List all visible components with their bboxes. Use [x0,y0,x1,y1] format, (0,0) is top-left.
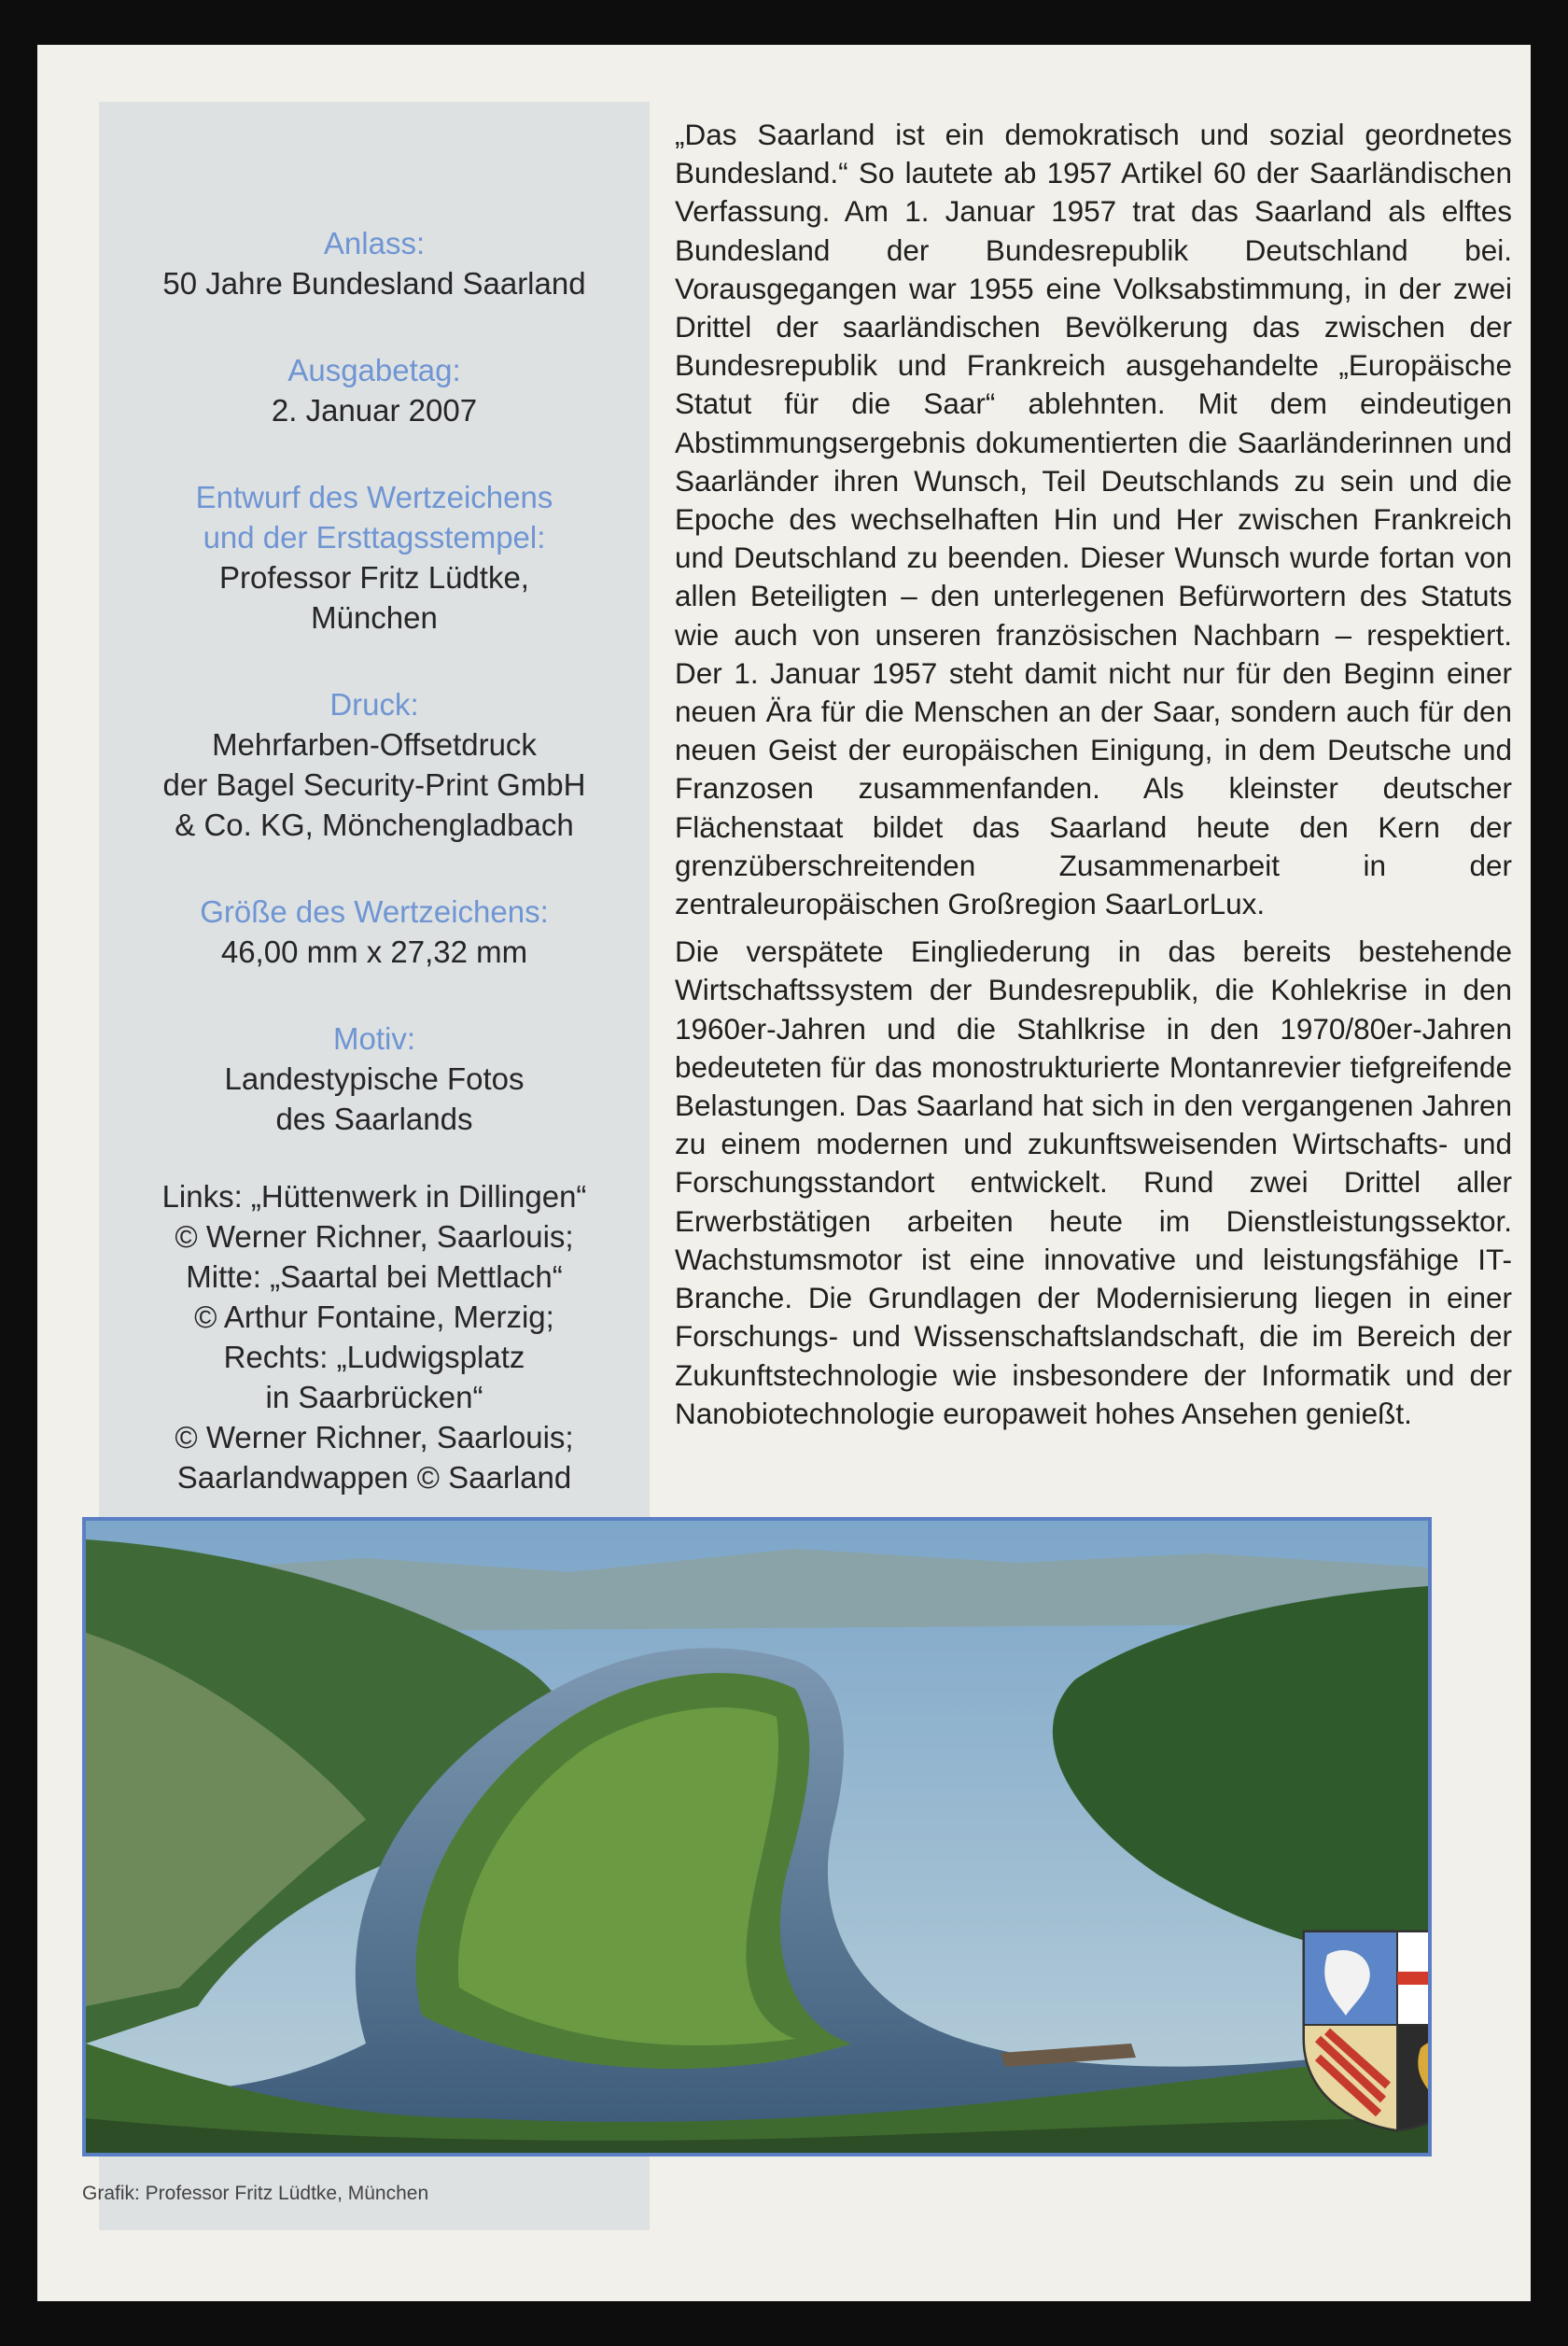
detail-stamp-size [99,892,650,972]
article-body [675,116,1512,1442]
detail-occasion [99,223,650,303]
coat-of-arms-icon [1299,1927,1432,2132]
detail-value: 2. Januar 2007 [271,393,478,428]
detail-value: der Bagel Security-Print GmbH [162,767,586,802]
detail-value: Professor Fritz Lüdtke, [219,560,529,595]
detail-printing [99,684,650,845]
detail-heading: Entwurf des Wertzeichens und der Ersttagsstempel: [195,480,553,555]
credit-line: Saarlandwappen © Saarland [176,1460,572,1495]
saarland-coat-of-arms [1299,1927,1432,2132]
detail-design [99,477,650,638]
detail-value: Mehrfarben-Offsetdruck [212,727,537,762]
detail-heading: Größe des Wertzeichens: [200,894,549,929]
credit-line: © Werner Richner, Saarlouis; [175,1420,574,1454]
credit-line: in Saarbrücken“ [265,1380,483,1414]
credit-line: Mitte: „Saartal bei Mettlach“ [186,1259,563,1294]
graphic-credit-caption: Grafik: Professor Fritz Lüdtke, München [82,2183,429,2204]
article-paragraph: „Das Saarland ist ein demokratisch und sozial geordnetes Bundesland.“ So lautete ab 1957 Artikel 60 der Saarländischen Verfassung. Am 1. Januar 1957 trat das Saarland als elftes Bundesland der Bundesrepublik Deutschland bei. Vorausgegangen war 1955 eine Volksabstimmung, in der zwei Drittel der saarländischen Bevölkerung das zwischen der Bundesrepublik und Frankreich ausgehandelte „Europäische Statut für die Saar“ ablehnten. Mit dem eindeutigen Abstimmungsergebnis dokumentierten die Saarländerinnen und Saarländer ihren Wunsch, Teil Deutschlands zu sein und die Epoche des wechselhaften Hin und Her zwischen Frankreich und Deutschland zu beenden. Dieser Wunsch wurde fortan von allen Beteiligten – den unterlegenen Befürwortern des Statuts wie auch von unseren französischen Nachbarn – respektiert. Der 1. Januar 1957 steht damit nicht nur für den Beginn einer neuen Ära für die Menschen an der Saar, sondern auch für den neuen Geist der europäischen Einigung, in dem Deutsche und Franzosen zusammenfanden. Als kleinster deutscher Flächenstaat bildet das Saarland heute den Kern der grenzüberschreitenden Zusammenarbeit in der zentraleuropäischen Großregion SaarLorLux. [675,118,1512,921]
detail-heading: Ausgabetag: [287,353,461,387]
detail-heading: Motiv: [332,1021,415,1056]
credit-line: Rechts: „Ludwigsplatz [223,1340,525,1374]
detail-value: & Co. KG, Mönchengladbach [175,808,574,842]
credit-line: © Arthur Fontaine, Merzig; [194,1299,554,1334]
credit-line: Links: „Hüttenwerk in Dillingen“ [161,1179,587,1214]
leaflet-page [37,45,1531,2301]
detail-heading: Anlass: [323,226,426,260]
detail-value: München [311,600,438,635]
detail-value: 50 Jahre Bundesland Saarland [162,266,586,301]
detail-motif [99,1018,650,1139]
article-paragraph: Die verspätete Eingliederung in das bereits bestehende Wirtschaftssystem der Bundesrepublik, die Kohlekrise in den 1960er-Jahren und die Stahlkrise in den 1970/80er-Jahren bedeuteten für das monostrukturierte Montanrevier tiefgreifende Belastungen. Das Saarland hat sich in den vergangenen Jahren zu einem modernen und zukunftsweisenden Wirtschafts- und Forschungsstandort entwickelt. Rund zwei Drittel aller Erwerbstätigen arbeiten heute im Dienstleistungssektor. Wachstumsmotor ist eine innovative und leistungsfähige IT-Branche. Die Grundlagen der Modernisierung liegen in einer Forschungs- und Wissenschaftslandschaft, die im Bereich der Zukunftstechnologie wie insbesondere der Informatik und der Nanobiotechnologie europaweit hohes Ansehen genießt. [675,934,1512,1430]
detail-value: Landestypische Fotos [224,1061,525,1096]
detail-value: 46,00 mm x 27,32 mm [220,934,528,969]
detail-heading: Druck: [329,687,419,722]
photo-credits [99,1176,650,1497]
issue-details [99,223,650,1497]
detail-issue-date [99,350,650,430]
credit-line: © Werner Richner, Saarlouis; [175,1219,574,1254]
landscape-illustration [86,1521,1428,2153]
detail-value: des Saarlands [275,1102,473,1136]
saar-loop-photo [82,1517,1432,2156]
